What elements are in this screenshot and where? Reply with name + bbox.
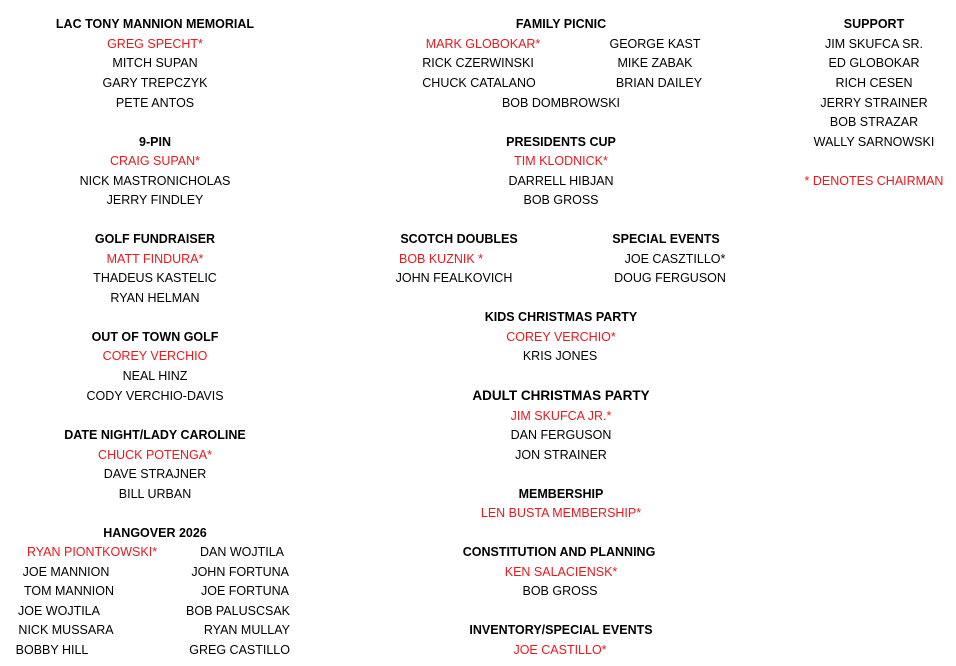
member-name: BOB PALUSCSAK [186, 604, 290, 618]
chairman-name: CRAIG SUPAN* [109, 154, 201, 168]
chairman-name: KEN SALACIENSK* [504, 565, 618, 579]
member-name: DAN WOJTILA [199, 545, 284, 559]
member-name: GEORGE KAST [609, 37, 701, 51]
member-name: JIM SKUFCA SR. [825, 37, 923, 51]
member-name: JERRY FINDLEY [106, 193, 204, 207]
member-name: RYAN MULLAY [203, 623, 290, 637]
chairman-name: BOB KUZNIK * [398, 252, 484, 266]
member-name: DOUG FERGUSON [614, 271, 726, 285]
member-name: WALLY SARNOWSKI [813, 135, 935, 149]
chairman-name: JOE CASTILLO* [513, 643, 607, 657]
member-name: JOE CASZTILLO* [624, 252, 726, 266]
committee-heading-constitution-and-planning: CONSTITUTION AND PLANNING [462, 545, 656, 559]
member-name: RICH CESEN [835, 76, 913, 90]
member-name: CHUCK CATALANO [422, 76, 536, 90]
member-name: KRIS JONES [522, 349, 598, 363]
member-name: JOHN FORTUNA [191, 565, 289, 579]
member-name: MITCH SUPAN [112, 56, 198, 70]
member-name: RYAN HELMAN [110, 291, 200, 305]
chairman-name: TIM KLODNICK* [514, 154, 608, 168]
member-name: GREG CASTILLO [189, 643, 290, 657]
chairman-legend: * DENOTES CHAIRMAN [804, 174, 944, 188]
committee-heading-kids-christmas-party: KIDS CHRISTMAS PARTY [484, 310, 638, 324]
member-name: BOBBY HILL [15, 643, 89, 657]
chairman-name: COREY VERCHIO [102, 349, 208, 363]
chairman-name: GREG SPECHT* [107, 37, 203, 51]
member-name: BRIAN DAILEY [615, 76, 703, 90]
committee-heading-9-pin: 9-PIN [139, 135, 171, 149]
committee-heading-family-picnic: FAMILY PICNIC [515, 17, 607, 31]
member-name: MIKE ZABAK [617, 56, 693, 70]
committee-heading-support: SUPPORT [843, 17, 905, 31]
committee-heading-lac-tony-mannion-memorial: LAC TONY MANNION MEMORIAL [55, 17, 255, 31]
member-name: JOHN FEALKOVICH [395, 271, 513, 285]
member-name: RICK CZERWINSKI [422, 56, 534, 70]
committee-heading-golf-fundraiser: GOLF FUNDRAISER [94, 232, 216, 246]
member-name: BILL URBAN [118, 487, 192, 501]
member-name: BOB DOMBROWSKI [501, 96, 621, 110]
member-name: DARRELL HIBJAN [508, 174, 614, 188]
chairman-name: MATT FINDURA* [106, 252, 204, 266]
member-name: THADEUS KASTELIC [93, 271, 217, 285]
committee-heading-membership: MEMBERSHIP [518, 487, 604, 501]
member-name: PETE ANTOS [115, 96, 195, 110]
member-name: NEAL HINZ [122, 369, 188, 383]
member-name: DAVE STRAJNER [103, 467, 207, 481]
committee-heading-out-of-town-golf: OUT OF TOWN GOLF [91, 330, 219, 344]
member-name: NICK MUSSARA [18, 623, 114, 637]
member-name: TOM MANNION [23, 584, 115, 598]
member-name: NICK MASTRONICHOLAS [79, 174, 231, 188]
chairman-name: CHUCK POTENGA* [98, 448, 212, 462]
committee-heading-adult-christmas-party: ADULT CHRISTMAS PARTY [472, 388, 650, 403]
committee-heading-date-night: DATE NIGHT/LADY CAROLINE [64, 428, 246, 442]
chairman-name: JIM SKUFCA JR.* [510, 409, 612, 423]
member-name: JOE FORTUNA [201, 584, 289, 598]
member-name: JERRY STRAINER [820, 96, 928, 110]
member-name: BOB GROSS [523, 193, 599, 207]
member-name: JON STRAINER [515, 448, 607, 462]
committee-heading-hangover-2026: HANGOVER 2026 [103, 526, 207, 540]
committee-heading-inventory-special-events: INVENTORY/SPECIAL EVENTS [469, 623, 653, 637]
chairman-name: MARK GLOBOKAR* [425, 37, 541, 51]
committee-heading-special-events: SPECIAL EVENTS [612, 232, 720, 246]
member-name: JOE WOJTILA [18, 604, 100, 618]
chairman-name: COREY VERCHIO* [506, 330, 616, 344]
member-name: ED GLOBOKAR [828, 56, 920, 70]
member-name: BOB GROSS [522, 584, 598, 598]
committee-heading-scotch-doubles: SCOTCH DOUBLES [400, 232, 518, 246]
member-name: DAN FERGUSON [510, 428, 612, 442]
committee-heading-presidents-cup: PRESIDENTS CUP [506, 135, 616, 149]
chairman-name: LEN BUSTA MEMBERSHIP* [480, 506, 642, 520]
member-name: BOB STRAZAR [829, 115, 919, 129]
member-name: CODY VERCHIO-DAVIS [86, 389, 224, 403]
member-name: GARY TREPCZYK [102, 76, 208, 90]
chairman-name: RYAN PIONTKOWSKI* [26, 545, 158, 559]
member-name: JOE MANNION [22, 565, 110, 579]
